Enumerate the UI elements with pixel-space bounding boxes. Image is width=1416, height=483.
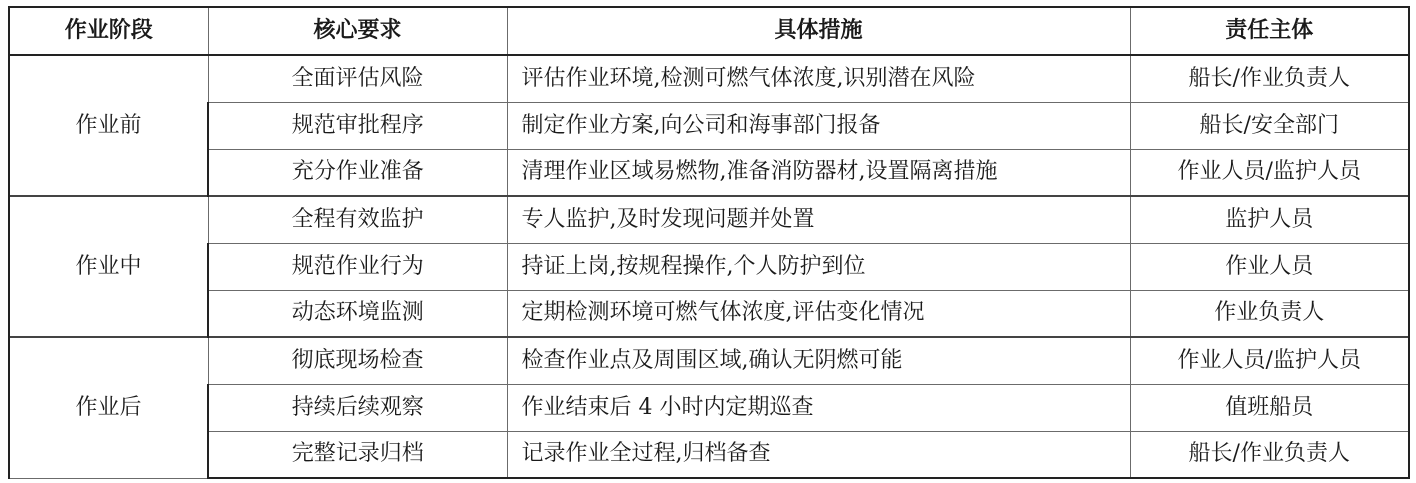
measure-cell: 检查作业点及周围区域,确认无阴燃可能	[507, 337, 1130, 384]
measure-cell: 专人监护,及时发现问题并处置	[507, 196, 1130, 243]
responsible-cell: 作业人员	[1130, 243, 1409, 290]
table-row	[9, 337, 1409, 384]
table-row	[9, 55, 1409, 102]
stage-cell: 作业后	[9, 337, 208, 478]
measure-cell: 清理作业区域易燃物,准备消防器材,设置隔离措施	[507, 149, 1130, 196]
header-measure: 具体措施	[507, 7, 1130, 55]
header-responsible: 责任主体	[1130, 7, 1409, 55]
responsible-cell: 船长/作业负责人	[1130, 55, 1409, 102]
responsible-cell: 作业负责人	[1130, 290, 1409, 337]
requirement-cell: 全面评估风险	[208, 55, 507, 102]
header-requirement: 核心要求	[208, 7, 507, 55]
table-row	[9, 196, 1409, 243]
requirement-cell: 持续后续观察	[208, 384, 507, 431]
table-row	[9, 290, 1409, 337]
stage-cell: 作业中	[9, 196, 208, 337]
table-row	[9, 243, 1409, 290]
responsible-cell: 作业人员/监护人员	[1130, 149, 1409, 196]
table-row	[9, 431, 1409, 478]
safety-measures-table-container	[8, 6, 1408, 479]
header-row	[9, 7, 1409, 55]
requirement-cell: 彻底现场检查	[208, 337, 507, 384]
requirement-cell: 全程有效监护	[208, 196, 507, 243]
responsible-cell: 作业人员/监护人员	[1130, 337, 1409, 384]
measure-cell: 评估作业环境,检测可燃气体浓度,识别潜在风险	[507, 55, 1130, 102]
table-row	[9, 384, 1409, 431]
table-body	[9, 55, 1409, 478]
responsible-cell: 监护人员	[1130, 196, 1409, 243]
requirement-cell: 充分作业准备	[208, 149, 507, 196]
header-stage: 作业阶段	[9, 7, 208, 55]
requirement-cell: 规范作业行为	[208, 243, 507, 290]
table-row	[9, 149, 1409, 196]
measure-cell: 制定作业方案,向公司和海事部门报备	[507, 102, 1130, 149]
table-row	[9, 102, 1409, 149]
measure-cell: 定期检测环境可燃气体浓度,评估变化情况	[507, 290, 1130, 337]
stage-cell: 作业前	[9, 55, 208, 196]
responsible-cell: 值班船员	[1130, 384, 1409, 431]
requirement-cell: 动态环境监测	[208, 290, 507, 337]
responsible-cell: 船长/作业负责人	[1130, 431, 1409, 478]
safety-measures-table	[8, 6, 1410, 479]
responsible-cell: 船长/安全部门	[1130, 102, 1409, 149]
measure-cell: 持证上岗,按规程操作,个人防护到位	[507, 243, 1130, 290]
measure-cell: 作业结束后 4 小时内定期巡查	[507, 384, 1130, 431]
requirement-cell: 规范审批程序	[208, 102, 507, 149]
measure-cell: 记录作业全过程,归档备查	[507, 431, 1130, 478]
table-header	[9, 7, 1409, 55]
requirement-cell: 完整记录归档	[208, 431, 507, 478]
